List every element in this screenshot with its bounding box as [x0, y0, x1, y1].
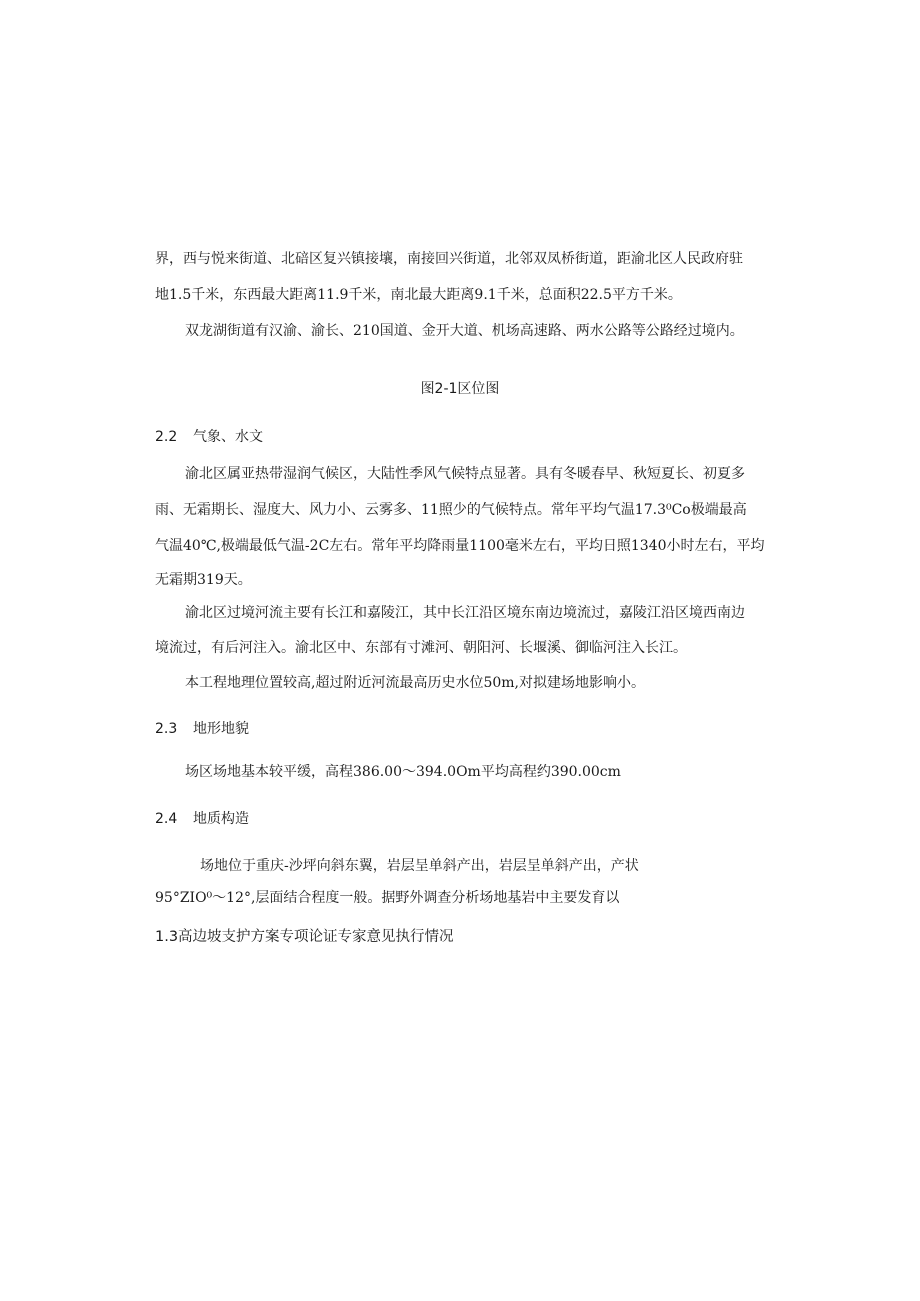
s22-para2-line1: 渝北区过境河流主要有长江和嘉陵江，其中长江沿区境东南边境流过，嘉陵江沿区境西南边: [185, 605, 745, 621]
s23-para1: 场区场地基本较平缓，高程386.00～394.0Om平均高程约390.00cm: [185, 764, 621, 780]
figure-caption: 图2-1区位图: [420, 381, 500, 397]
section-title: 地质构造: [193, 811, 249, 827]
section-heading-2-4: [155, 809, 249, 829]
section-number: 2.3: [155, 721, 178, 737]
para1-line2: 地1.5千米，东西最大距离11.9千米，南北最大距离9.1千米，总面积22.5平方千米。: [155, 287, 682, 303]
s22-para3: 本工程地理位置较高,超过附近河流最高历史水位50m,对拟建场地影响小。: [185, 675, 645, 691]
s22-para2-line2: 境流过，有后河注入。渝北区中、东部有寸滩河、朝阳河、长堰溪、御临河注入长江。: [155, 640, 687, 656]
section-1-3-title: 1.3高边坡支护方案专项论证专家意见执行情况: [155, 929, 454, 945]
s22-para1-line2: 雨、无霜期长、湿度大、风力小、云雾多、11照少的气候特点。常年平均气温17.3⁰Co极端最高: [155, 502, 747, 518]
section-title: 地形地貌: [193, 721, 249, 737]
s22-para1-line1: 渝北区属亚热带湿润气候区，大陆性季风气候特点显著。具有冬暖春早、秋短夏长、初夏多: [185, 466, 745, 482]
section-heading-2-3: [155, 719, 249, 739]
section-number: 2.4: [155, 811, 178, 827]
para2-line1: 双龙湖街道有汉渝、渝长、210国道、金开大道、机场高速路、两水公路等公路经过境内。: [185, 323, 744, 339]
s22-para1-line4: 无霜期319天。: [155, 572, 252, 588]
s24-para1-line1: 场地位于重庆-沙坪向斜东翼，岩层呈单斜产出，岩层呈单斜产出，产状: [200, 858, 639, 874]
para1-line1: 界，西与悦来街道、北碚区复兴镇接壤，南接回兴街道，北邻双凤桥街道，距渝北区人民政府驻: [155, 251, 743, 267]
s24-para1-line2: 95°ZIO⁰～12°,层面结合程度一般。据野外调查分析场地基岩中主要发育以: [155, 890, 620, 906]
section-number: 2.2: [155, 429, 178, 445]
s22-para1-line3: 气温40℃,极端最低气温-2C左右。常年平均降雨量1100毫米左右，平均日照1340小时左右，平均: [155, 538, 765, 554]
section-heading-2-2: [155, 427, 263, 447]
section-title: 气象、水文: [193, 429, 263, 445]
